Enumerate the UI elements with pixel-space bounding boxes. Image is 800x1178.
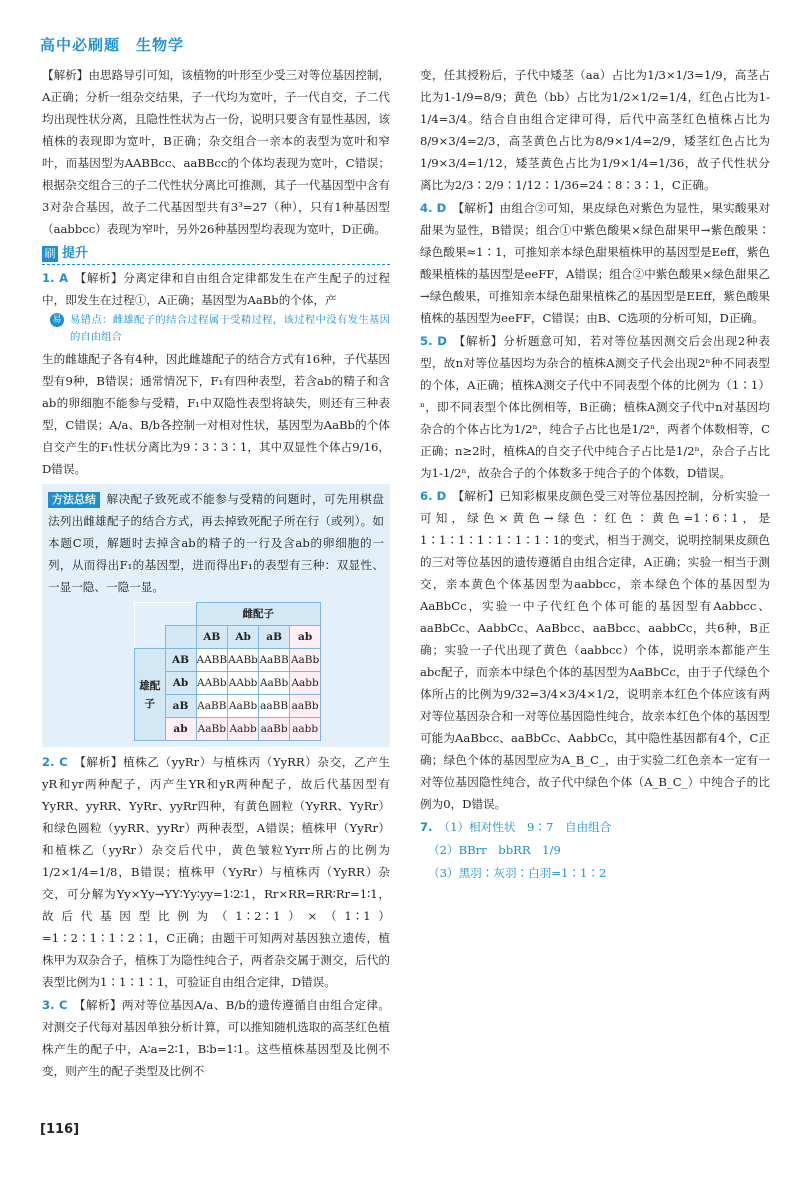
col-header: ab xyxy=(290,626,321,649)
question-text: 【解析】已知彩椒果皮颜色受三对等位基因控制，分析实验一可知，绿色×黄色→绿色∶红色∶黄色=1∶6∶1，是1∶1∶1∶1∶1∶1∶1∶1的变式，相当于测交，说明控制果皮颜色的三对等位基因的遗传遵循自由组合定律，A正确；实验一相当于测交，亲本黄色个体基因型为aabbcc，亲本绿色个体的基因型为AaBbCc，实验一中子代红色个体可能的基因型有Aabbcc、aaBbCc、AabbCc、AaBbcc、aaBbcc、aabbCc，共6种，B正确；实验一子代出现了黄色（aabbcc）个体，说明亲本都能产生abc配子，而亲本中绿色个体的基因型为AaBbCc，由于子代绿色个体所占的比例为9/32=3/4×3/4×1/2，说明亲本红色个体应该有两对等位基因杂合和一对等位基因隐性纯合，故亲本红色个体的基因型可能为AaBbcc、aaBbCc、AabbCc，其中隐性基因都有4个，C正确；绿色个体的基因型应为A_B_C_，由于实验二红色亲本一定有一对等位基因隐性纯合，故子代中绿色个体（A_B_C_）中纯合子的比例为0，D错误。 xyxy=(420,489,770,811)
table-cell: AaBB xyxy=(259,649,290,672)
right-column xyxy=(420,64,770,885)
question-4 xyxy=(420,197,770,329)
section-title: 提升 xyxy=(62,246,89,261)
table-cell: AABb xyxy=(196,672,228,695)
answer-part-3: （3）黑羽∶灰羽∶白羽=1∶1∶2 xyxy=(428,866,607,880)
table-cell: AaBb xyxy=(259,672,290,695)
col-header: AB xyxy=(196,626,228,649)
question-5 xyxy=(420,330,770,484)
table-cell: aaBB xyxy=(259,695,290,718)
table-cell: AaBb xyxy=(196,718,228,741)
table-cell: AAbb xyxy=(228,672,259,695)
left-column xyxy=(42,64,390,1083)
table-cell: AaBb xyxy=(228,695,259,718)
section-heading xyxy=(42,244,390,265)
page-number-value: 116 xyxy=(45,1122,74,1137)
question-text: 【解析】分析题意可知，若对等位基因测交后会出现2种表型，故n对等位基因均为杂合的植株A测交子代会出现2ⁿ种不同表型的个体，A正确；植株A测交子代中不同表型个体的比例为（1∶1）ⁿ，即不同表型个体比例相等，B正确；植株A测交子代中n对基因均杂合的个体占比为1/2ⁿ，纯合子占比也是1/2ⁿ，两者个体数相等，C正确；n≥2时，植株A的自交子代中纯合子占比是1/2ⁿ，杂合子占比为1-1/2ⁿ，故杂合子的个体数多于纯合子的个体数，D错误。 xyxy=(420,334,770,480)
warning-icon: 易 xyxy=(50,313,64,327)
table-side-label: 雄配子 xyxy=(135,649,166,741)
question-number: 7. xyxy=(420,820,433,834)
question-text: 【解析】分离定律和自由组合定律都发生在产生配子的过程中，即发生在过程①，A正确；基因型为AaBb的个体，产 xyxy=(42,271,390,307)
question-text: 【解析】由组合②可知，果皮绿色对紫色为显性，果实酸果对甜果为显性，B错误；组合①中紫色酸果×绿色甜果甲→紫色酸果∶绿色酸果≈1∶1，可推知亲本绿色甜果植株甲的基因型是Eeff，紫色酸果植株的基因型是eeFF，A错误；组合②中紫色酸果×绿色甜果乙→绿色酸果，可推知亲本绿色甜果植株乙的基因型是EEff，紫色酸果植株的基因型为eeFF，C错误；由B、C选项的分析可知，D正确。 xyxy=(420,201,770,325)
col-header: aB xyxy=(259,626,290,649)
row-header: AB xyxy=(165,649,196,672)
answer-part-1: （1）相对性状 9∶7 自由组合 xyxy=(438,820,612,834)
page-header-title: 高中必刷题 生物学 xyxy=(40,36,185,54)
table-cell: aaBb xyxy=(290,695,321,718)
question-3-continued: 变，任其授粉后，子代中矮茎（aa）占比为1/3×1/3=1/9，高茎占比为1-1/9=8/9；黄色（bb）占比为1/2×1/2=1/4，红色占比为1-1/4=3/4。结合自由组合定律可得，后代中高茎红色植株占比为8/9×3/4=2/3，高茎黄色占比为8/9×1/4=2/9，矮茎红色占比为1/9×3/4=1/12，矮茎黄色占比为1/9×1/4=1/36，故子代性状分离比为2/3∶2/9∶1/12∶1/36=24∶8∶3∶1，C正确。 xyxy=(420,68,770,192)
table-corner-empty xyxy=(165,626,196,649)
question-2 xyxy=(42,751,390,993)
answer-part-2: （2）BBrr bbRR 1/9 xyxy=(428,843,561,857)
page-number: [116] xyxy=(40,1122,80,1137)
gamete-table xyxy=(134,602,321,741)
question-1-continued: 生的雌雄配子各有4种，因此雌雄配子的结合方式有16种，子代基因型有9种，B错误；通常情况下，F₁有四种表型，若含ab的精子和含ab的卵细胞不能参与受精，F₁中双隐性表型将缺失，则还有三种表型，C错误；A/a、B/b各控制一对相对性状，基因型为AaBb的个体自交产生的F₁性状分离比为9∶3∶3∶1，其中双显性个体占9/16，D错误。 xyxy=(42,352,390,476)
question-7 xyxy=(420,816,770,838)
question-number: 3. C xyxy=(42,998,68,1012)
question-text: 【解析】两对等位基因A/a、B/b的遗传遵循自由组合定律。对测交子代每对基因单独分析计算，可以推知随机选取的高茎红色植株产生的配子中，A∶a=2∶1，B∶b=1∶1。这些植株基因型及比例不变，则产生的配子类型及比例不 xyxy=(42,998,390,1078)
question-text: 【解析】植株乙（yyRr）与植株丙（YyRR）杂交，乙产生yR和yr两种配子，丙产生YR和yR两种配子，故后代基因型有YyRR、yyRR、YyRr、yyRr四种，有黄色圆粒（YyRR、YyRr）和绿色圆粒（yyRR、yyRr）两种表型，A错误；植株甲（YyRr）和植株乙（yyRr）杂交后代中，黄色皱粒Yyrr所占的比例为1/2×1/4=1/8，B错误；植株甲（YyRr）与植株丙（YyRR）杂交，可分解为Yy×Yy→YY∶Yy∶yy=1∶2∶1，Rr×RR=RR∶Rr=1∶1，故后代基因型比例为（1∶2∶1）×（1∶1）=1∶2∶1∶1∶2∶1，C正确；由题干可知两对基因独立遗传，植株甲为双杂合子，植株丁为隐性纯合子，两者杂交属于测交，后代的表型比例为1∶1∶1∶1，可验证自由组合定律，D错误。 xyxy=(42,755,390,989)
row-header: ab xyxy=(165,718,196,741)
brush-icon: 刷 xyxy=(42,246,58,262)
error-note-text: 易错点：雌雄配子的结合过程属于受精过程，该过程中没有发生基因的自由组合 xyxy=(70,314,390,343)
question-number: 2. C xyxy=(42,755,68,769)
table-corner xyxy=(135,603,166,626)
question-number: 6. D xyxy=(420,489,447,503)
table-title: 雌配子 xyxy=(196,603,321,626)
question-6 xyxy=(420,485,770,815)
table-corner xyxy=(135,626,166,649)
question-3 xyxy=(42,994,390,1082)
col-header: Ab xyxy=(228,626,259,649)
table-cell: Aabb xyxy=(290,672,321,695)
question-number: 1. A xyxy=(42,271,69,285)
question-1 xyxy=(42,267,390,311)
table-cell: AaBb xyxy=(290,649,321,672)
method-summary-text: 解决配子致死或不能参与受精的问题时，可先用棋盘法列出雌雄配子的结合方式，再去掉致死配子所在行（或列）。如本题C项，解题时去掉含ab的精子的一行及含ab的卵细胞的一列，从而得出F₁的基因型，进而得出F₁的表型有三种：双显性、一显一隐、一隐一显。 xyxy=(48,492,384,594)
error-note xyxy=(42,312,390,346)
row-header: Ab xyxy=(165,672,196,695)
method-summary-box xyxy=(42,484,390,747)
question-number: 5. D xyxy=(420,334,447,348)
intro-paragraph: 【解析】由思路导引可知，该植物的叶形至少受三对等位基因控制，A正确；分析一组杂交结果，子一代均为宽叶，子一代自交，子二代均出现性状分离，且隐性性状为占一份，说明只要含有显性基因，该植株的表现即为宽叶，B正确；杂交组合一亲本的表型为宽叶和窄叶，而基因型为AABBcc、aaBBcc的个体均表现为宽叶，C错误；根据杂交组合三的子二代性状分离比可推测，其子一代基因型中含有3对杂合基因，故子二代基因型共有3³=27（种），只有1种基因型（aabbcc）表现为窄叶，另外26种基因型均表现为宽叶，D正确。 xyxy=(42,68,390,236)
table-cell: aaBb xyxy=(259,718,290,741)
table-cell: AABB xyxy=(196,649,228,672)
question-number: 4. D xyxy=(420,201,447,215)
table-cell: aabb xyxy=(290,718,321,741)
table-cell: AABb xyxy=(228,649,259,672)
method-summary-label: 方法总结 xyxy=(48,492,100,508)
table-corner xyxy=(165,603,196,626)
row-header: aB xyxy=(165,695,196,718)
table-cell: Aabb xyxy=(228,718,259,741)
table-cell: AaBB xyxy=(196,695,228,718)
